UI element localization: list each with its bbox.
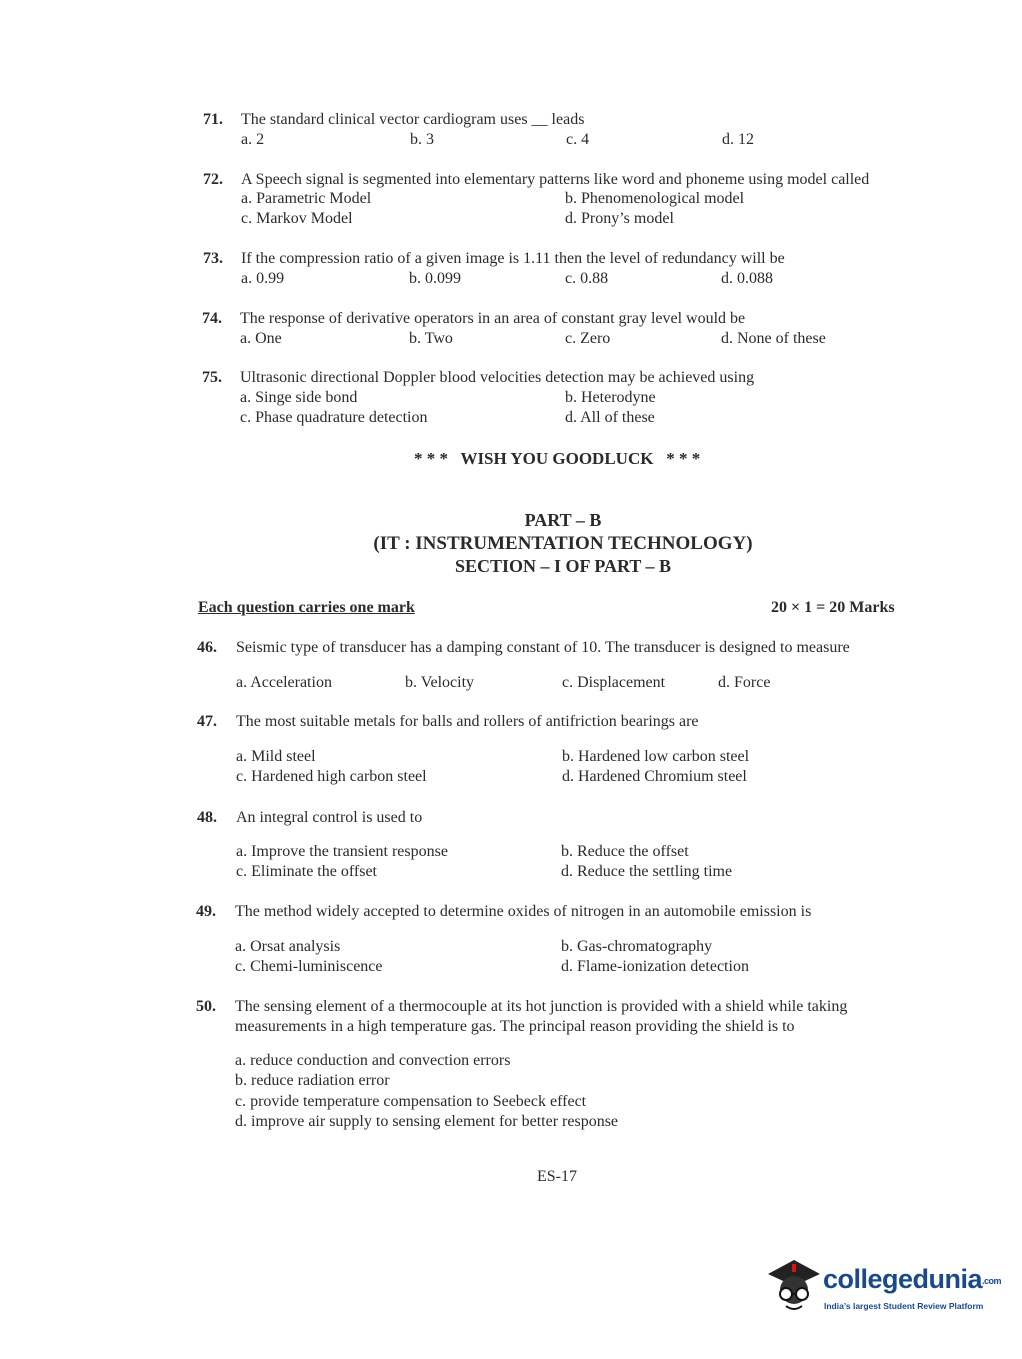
marks-instruction: Each question carries one mark [198, 599, 415, 616]
question-73-text: If the compression ratio of a given image is 1.11 then the level of redundancy will be [241, 250, 785, 267]
question-74-option-a: a. One [240, 330, 282, 347]
question-74-option-d: d. None of these [721, 330, 826, 347]
goodluck-banner: * * * WISH YOU GOODLUCK * * * [414, 449, 701, 468]
question-71-option-b: b. 3 [410, 131, 434, 148]
question-71-number: 71. [203, 111, 223, 128]
collegedunia-logo [764, 1252, 1002, 1322]
question-74-text: The response of derivative operators in an area of constant gray level would be [240, 310, 746, 327]
question-47-text: The most suitable metals for balls and rollers of antifriction bearings are [236, 713, 699, 730]
question-46-option-a: a. Acceleration [236, 674, 332, 691]
page-number: ES-17 [537, 1168, 577, 1185]
question-72-option-c: c. Markov Model [241, 210, 353, 227]
question-46-option-b: b. Velocity [405, 674, 475, 691]
marks-total: 20 × 1 = 20 Marks [771, 599, 895, 616]
question-50-option-b: b. reduce radiation error [235, 1072, 390, 1089]
question-72-text: A Speech signal is segmented into elementary patterns like word and phoneme using model called [241, 171, 870, 188]
question-48-text: An integral control is used to [236, 809, 423, 826]
question-73-option-c: c. 0.88 [565, 270, 609, 287]
question-49-option-c: c. Chemi-luminiscence [235, 958, 383, 975]
question-48-option-b: b. Reduce the offset [561, 843, 689, 860]
part-b-subtitle: (IT : INSTRUMENTATION TECHNOLOGY) [373, 533, 753, 554]
question-48-option-c: c. Eliminate the offset [236, 863, 377, 880]
logo-tagline: India’s largest Student Review Platform [824, 1301, 984, 1311]
question-73-option-a: a. 0.99 [241, 270, 285, 287]
question-75-option-c: c. Phase quadrature detection [240, 409, 428, 426]
question-71-text: The standard clinical vector cardiogram uses __ leads [241, 111, 585, 128]
question-47-option-b: b. Hardened low carbon steel [562, 748, 750, 765]
question-50-option-a: a. reduce conduction and convection errors [235, 1052, 511, 1069]
question-75-option-b: b. Heterodyne [565, 389, 656, 406]
question-47-option-a: a. Mild steel [236, 748, 316, 765]
question-46-text: Seismic type of transducer has a damping constant of 10. The transducer is designed to measure [236, 639, 850, 656]
question-73-option-b: b. 0.099 [409, 270, 461, 287]
question-50-option-d: d. improve air supply to sensing element for better response [235, 1113, 619, 1130]
question-50-option-c: c. provide temperature compensation to Seebeck effect [235, 1093, 587, 1110]
question-49-number: 49. [196, 903, 216, 920]
question-49-option-b: b. Gas-chromatography [561, 938, 713, 955]
question-74-number: 74. [202, 310, 222, 327]
question-72-option-d: d. Prony’s model [565, 210, 674, 227]
question-72-number: 72. [203, 171, 223, 188]
student-mascot-icon [764, 1252, 824, 1322]
question-75-text: Ultrasonic directional Doppler blood velocities detection may be achieved using [240, 369, 755, 386]
question-47-number: 47. [197, 713, 217, 730]
question-71-option-c: c. 4 [566, 131, 590, 148]
question-73-option-d: d. 0.088 [721, 270, 773, 287]
question-74-option-b: b. Two [409, 330, 453, 347]
question-47-option-d: d. Hardened Chromium steel [562, 768, 747, 785]
question-72-option-a: a. Parametric Model [241, 190, 372, 207]
question-48-option-a: a. Improve the transient response [236, 843, 448, 860]
question-46-option-c: c. Displacement [562, 674, 666, 691]
question-49-option-d: d. Flame-ionization detection [561, 958, 749, 975]
logo-wordmark: collegedunia.com [823, 1264, 1002, 1294]
question-50-text-line-1: The sensing element of a thermocouple at its hot junction is provided with a shield while taking [235, 998, 848, 1015]
question-49-option-a: a. Orsat analysis [235, 938, 341, 955]
question-48-number: 48. [197, 809, 217, 826]
question-71-option-d: d. 12 [722, 131, 754, 148]
question-75-option-d: d. All of these [565, 409, 655, 426]
question-50-number: 50. [196, 998, 216, 1015]
question-46-option-d: d. Force [718, 674, 771, 691]
question-72-option-b: b. Phenomenological model [565, 190, 745, 207]
question-47-option-c: c. Hardened high carbon steel [236, 768, 427, 785]
question-71-option-a: a. 2 [241, 131, 265, 148]
question-49-text: The method widely accepted to determine oxides of nitrogen in an automobile emission is [235, 903, 812, 920]
question-75-number: 75. [202, 369, 222, 386]
question-48-option-d: d. Reduce the settling time [561, 863, 733, 880]
question-74-option-c: c. Zero [565, 330, 611, 347]
part-b-title: PART – B [524, 510, 602, 530]
question-75-option-a: a. Singe side bond [240, 389, 358, 406]
question-50-text-line-2: measurements in a high temperature gas. The principal reason providing the shield is to [235, 1018, 795, 1035]
part-b-section: SECTION – I OF PART – B [454, 556, 672, 576]
question-46-number: 46. [197, 639, 217, 656]
question-73-number: 73. [203, 250, 223, 267]
